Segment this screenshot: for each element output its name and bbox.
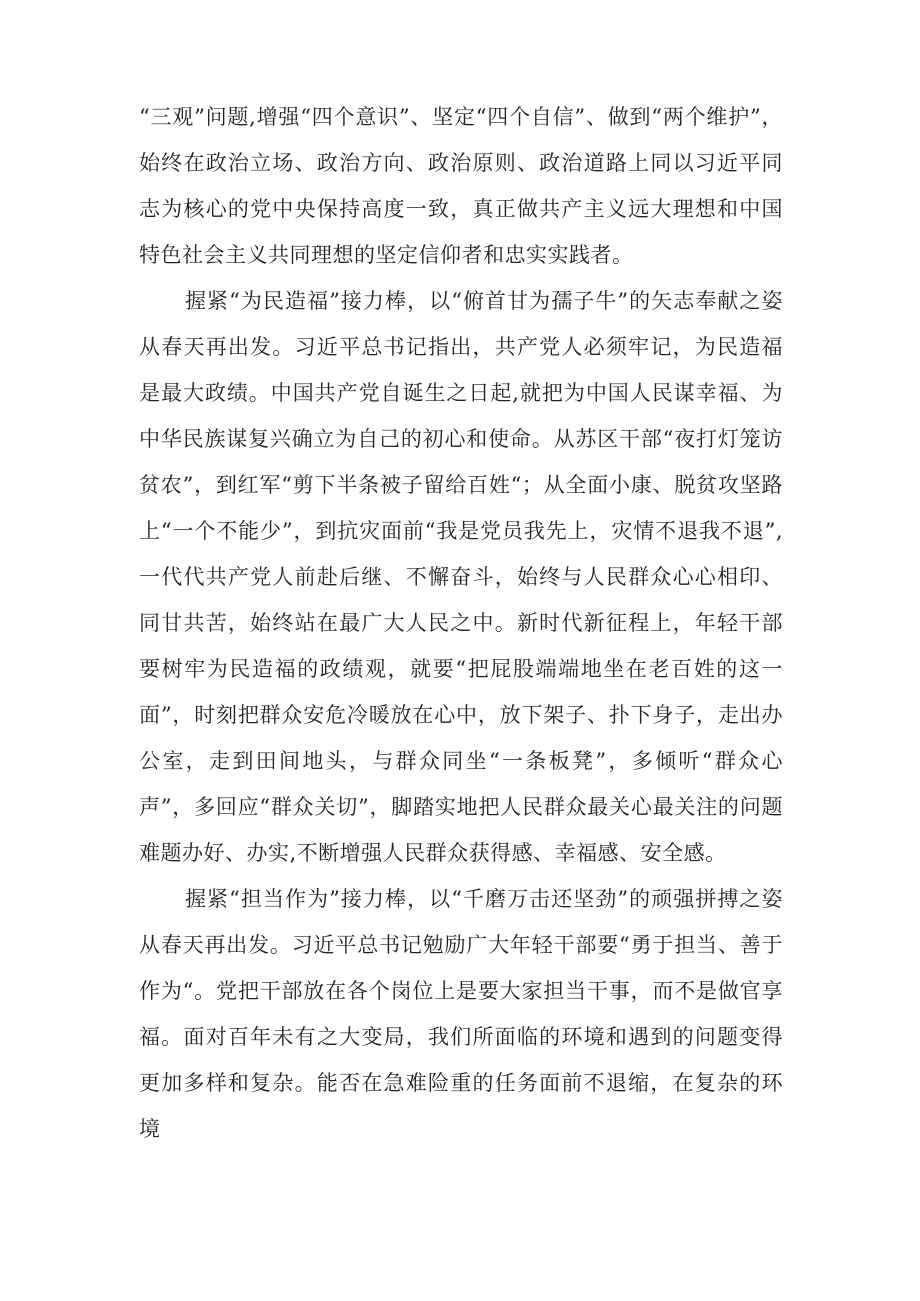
- paragraph-3: 握紧“担当作为”接力棒，以“千磨万击还坚劲”的顽强拼搏之姿从春天再出发。习近平总书记勉励广大年轻干部要“勇于担当、善于作为“。党把干部放在各个岗位上是要大家担当干事，而不是做官享福。面对百年未有之大变局，我们所面临的环境和遇到的问题变得更加多样和复杂。能否在急难险重的任务面前不退缩，在复杂的环境: [139, 887, 783, 1141]
- paragraph-2: 握紧“为民造福”接力棒，以“俯首甘为孺子牛”的矢志奉献之姿从春天再出发。习近平总书记指出，共产党人必须牢记，为民造福是最大政绩。中国共产党自诞生之日起,就把为中国人民谋幸福、为中华民族谋复兴确立为自己的初心和使命。从苏区干部“夜打灯笼访贫农”，到红军“剪下半条被子留给百姓“；从全面小康、脱贫攻坚路上“一个不能少”，到抗灾面前“我是党员我先上，灾情不退我不退”,一代代共产党人前赴后继、不懈奋斗，始终与人民群众心心相印、同甘共苦，始终站在最广大人民之中。新时代新征程上，年轻干部要树牢为民造福的政绩观，就要“把屁股端端地坐在老百姓的这一面”，时刻把群众安危冷暖放在心中，放下架子、扑下身子，走出办公室，走到田间地头，与群众同坐“一条板凳”，多倾听“群众心声”，多回应“群众关切”，脚踏实地把人民群众最关心最关注的问题难题办好、办实,不断增强人民群众获得感、幸福感、安全感。: [139, 289, 783, 865]
- paragraph-1: “三观”问题,增强“四个意识”、坚定“四个自信”、做到“两个维护”，始终在政治立场、政治方向、政治原则、政治道路上同以习近平同志为核心的党中央保持高度一致，真正做共产主义远大理想和中国特色社会主义共同理想的坚定信仰者和忠实实践者。: [139, 105, 783, 267]
- document-body: [139, 94, 783, 1152]
